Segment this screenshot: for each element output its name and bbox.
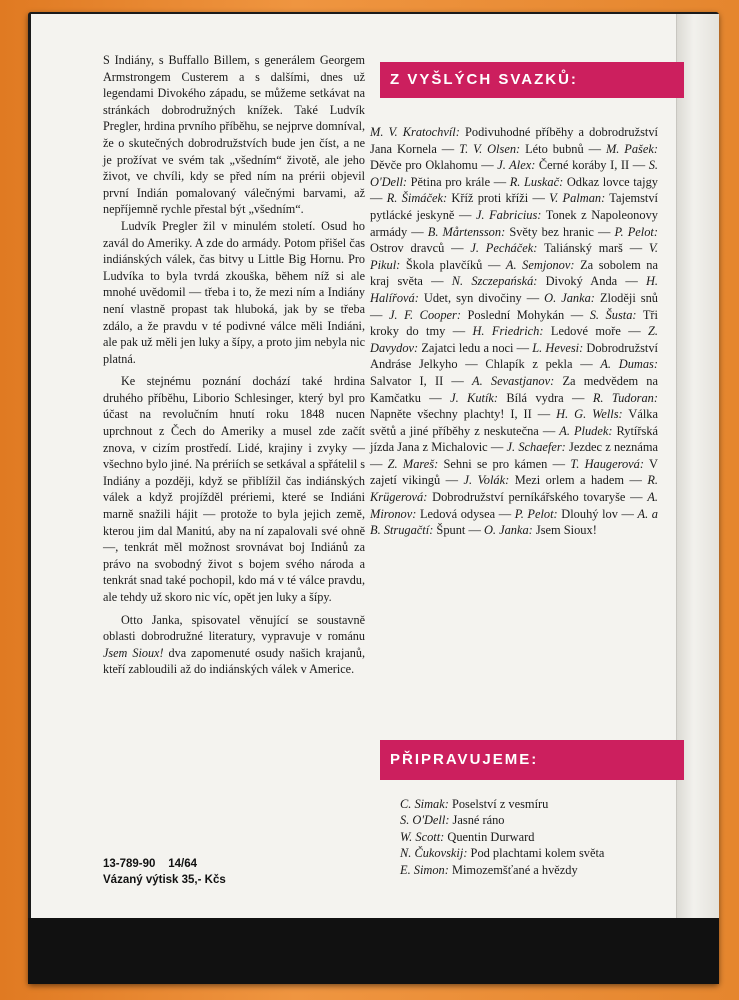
published-title: Rytířská jízda Jana z Michalovic — <box>370 423 659 455</box>
upcoming-title: Jasné ráno <box>449 813 505 828</box>
published-title: Děvče pro Oklahomu — <box>370 158 498 173</box>
upcoming-item <box>400 829 670 845</box>
published-author: J. Volák: <box>463 473 510 488</box>
published-author: L. Hevesi: <box>532 340 584 355</box>
upcoming-item <box>400 812 670 828</box>
published-title: Špunt — <box>433 523 484 538</box>
published-title: Tajemství pytlácké jeskyně — <box>370 191 658 222</box>
price-codes <box>103 856 226 888</box>
book-spine <box>676 14 719 919</box>
published-title: Zloději snů — <box>370 290 659 322</box>
published-author: H. Friedrich: <box>472 324 544 339</box>
published-title: Odkaz lovce tajgy — <box>370 174 658 206</box>
upcoming-title: Pod plachtami kolem světa <box>467 846 605 861</box>
published-author: P. Pelot: <box>614 224 658 239</box>
published-author: A. Semjonov: <box>505 257 575 272</box>
price-label: Vázaný výtisk 35,- Kčs <box>103 874 226 886</box>
published-title: Dlouhý lov — <box>557 506 638 521</box>
published-title: Zajatci ledu a noci — <box>418 340 533 355</box>
published-title: Ledová odysea — <box>416 506 515 521</box>
upcoming-banner: PŘIPRAVUJEME: <box>380 740 684 780</box>
published-title: Za sobolem na kraj světa — <box>370 257 659 289</box>
published-author: T. V. Olsen: <box>459 141 521 156</box>
published-author: R. Tudoran: <box>592 390 658 405</box>
published-title: Sehni se pro kámen — <box>438 456 571 471</box>
blurb-p4-text: Otto Janka, spisovatel věnující se soustavně oblasti dobrodružné literatury, vypravuje v románu <box>103 612 365 644</box>
published-author: V. Palman: <box>549 191 606 206</box>
published-author: A. Sevastjanov: <box>472 373 555 388</box>
published-title: Tonek z Napoleonovy armády — <box>370 207 658 239</box>
published-title: Taliánský marš — <box>537 241 649 256</box>
published-title: Škola plavčíků — <box>400 257 506 272</box>
published-author: S. Šusta: <box>589 307 637 322</box>
published-title: Jezdec z neznáma — <box>370 440 659 471</box>
blurb-paragraph-1: S Indiány, s Buffallo Billem, s generálem Georgem Armstrongem Custerem a s dalšími, dnes už legendami Divokého západu, se můžeme setkávat na stránkách dobrodružných knížek. Také Ludvík Pregler, hrdina prvního příběhu, se nejprve domníval, že o skutečných dobrodružstvích bude jen číst, a ne je prožívat ve svém tak „všedním“ životě, ale jeho život, ve chvíli, kdy se před ním na prérii objevil první Indián pomalovaný válečnými barvami, až nepříjemně rychle přestal být „všedním“. <box>103 53 365 217</box>
catalog-code: 13-789-90 14/64 <box>103 858 197 870</box>
blurb-paragraph-3: Ke stejnému poznání dochází také hrdina druhého příběhu, Liborio Schlesinger, který byl pro účast na revolučním hnutí roku 1848 nucen uprchnout z Čech do Ameriky a musel zde začít znova, v cizím prostředí. Lidé, krajiny i zvyky — všechno bylo jiné. Na prériích se setkával a spřátelil s Indiány a později, když se přiblížil čas indiánských válek a když projížděl prériemi, které se Indiáni marně snažili hájit — protože to byla jejich země, kterou jim dal Manitú, aby na ní zapalovali své ohně —, tenkrát měl možnost srovnávat boj Indiánů za právo na svobodný život s bojem svého národa a tenkrát snad také pochopil, kdo má v té válce pravdu, ale tehdy už skoro nic víc, opět jen luky a šípy. <box>103 374 365 604</box>
published-author: M. V. Kratochvíl: <box>370 125 460 139</box>
published-title: Divoký Anda — <box>537 274 646 289</box>
published-title: Poslední Mohykán — <box>460 307 590 322</box>
blurb-paragraph-2: Ludvík Pregler žil v minulém století. Osud ho zavál do Ameriky. A zde do armády. Potom přišel čas indiánských válek, čas bitvy u Little Big Hornu. Pro Ludvíka to byla tvrdá zkouška, během níž si ale mnohé uvědomil — třeba i to, že mezi ním a Indiány není vlastně propast tak hluboká, jak by se třeba zdálo, a že pravdu v té podivné válce měli Indiáni, ale pak už měli jen luky a šípy, a proto jim nebyla nic platná. <box>103 218 365 366</box>
published-author: H. G. Wells: <box>556 407 623 422</box>
published-title: Bílá vydra — <box>498 390 593 405</box>
published-author: T. Haugerová: <box>570 456 645 471</box>
published-author: J. Schaefer: <box>506 440 566 455</box>
published-author: J. Alex: <box>497 158 536 173</box>
published-title: Léto bubnů — <box>520 141 606 156</box>
published-list <box>370 124 658 539</box>
upcoming-author: C. Simak: <box>400 797 449 811</box>
published-author: J. Pecháček: <box>470 241 538 256</box>
upcoming-title: Quentin Durward <box>444 829 535 844</box>
upcoming-item <box>400 796 670 812</box>
upcoming-title: Mimozemšťané a hvězdy <box>448 862 578 877</box>
upcoming-title: Poselství z vesmíru <box>448 797 549 811</box>
published-title: Dobrodružství perníkářského tovaryše — <box>427 490 648 505</box>
published-author: J. Fabricius: <box>475 207 542 222</box>
published-author: R. Šimáček: <box>386 191 448 206</box>
published-title: Podivuhodné příběhy a dobrodružství Jana Kornela — <box>370 125 658 156</box>
published-title: Jsem Sioux! <box>532 523 597 538</box>
published-author: A. a B. Strugačtí: <box>370 506 658 538</box>
published-title: Udet, syn divočiny — <box>418 290 545 305</box>
published-author: O. Janka: <box>544 290 595 305</box>
published-author: P. Pelot: <box>514 506 558 521</box>
upcoming-item <box>400 845 670 861</box>
published-author: S. O'Dell: <box>370 158 659 189</box>
published-author: J. F. Cooper: <box>388 307 461 322</box>
published-author: B. Mårtensson: <box>427 224 506 239</box>
upcoming-list <box>400 796 670 878</box>
published-author: A. Pludek: <box>559 423 613 438</box>
upcoming-item <box>400 862 670 878</box>
published-author: O. Janka: <box>483 523 533 538</box>
upcoming-author: W. Scott: <box>400 829 445 844</box>
blurb-paragraph-4 <box>103 612 365 678</box>
published-author: N. Szczepańská: <box>451 274 538 289</box>
published-title: Dobrodružství Andráse Jelkyho — Chlapík z pekla — <box>370 340 658 372</box>
published-title: Napněte všechny plachty! I, II — <box>370 407 557 422</box>
blurb-book-title: Jsem Sioux! <box>103 645 164 660</box>
published-author: R. Luskač: <box>509 174 564 189</box>
published-title: Ostrov dravců — <box>370 241 471 256</box>
published-author: R. Krügerová: <box>370 473 659 505</box>
published-title: Mezi orlem a hadem — <box>509 473 648 488</box>
published-author: A. Mironov: <box>370 490 658 521</box>
published-banner: Z VYŠLÝCH SVAZKŮ: <box>380 62 684 98</box>
cover-bottom-band <box>28 918 719 984</box>
blurb-column <box>103 52 365 678</box>
published-title: Válka světů a jiné příběhy z neskutečna — <box>370 407 658 438</box>
published-author: J. Kutík: <box>450 390 499 405</box>
published-author: A. Dumas: <box>600 357 658 372</box>
blurb-p4-text-end: dva zapomenuté osudy našich krajanů, kteří zabloudili až do indiánských válek v Americe. <box>103 645 365 677</box>
published-title: Pětina pro krále — <box>407 174 510 189</box>
upcoming-author: S. O'Dell: <box>400 813 450 828</box>
published-title: Kříž proti kříži — <box>447 191 550 206</box>
published-author: H. Halířová: <box>370 274 658 305</box>
published-title: Světy bez hranic — <box>505 224 615 239</box>
published-title: Černé koráby I, II — <box>535 158 649 173</box>
published-author: Z. Davydov: <box>370 324 658 355</box>
published-title: Salvator I, II — <box>370 373 473 388</box>
published-author: V. Pikul: <box>370 241 658 272</box>
published-title: V zajetí vikingů — <box>370 456 658 488</box>
published-title: Za medvědem na Kamčatku — <box>370 373 659 405</box>
published-title: Ledové moře — <box>543 324 648 339</box>
upcoming-author: N. Čukovskij: <box>400 846 468 861</box>
published-title: Tři kroky do tmy — <box>370 307 658 339</box>
published-author: M. Pašek: <box>605 141 658 156</box>
upcoming-author: E. Simon: <box>400 862 449 877</box>
published-author: Z. Mareš: <box>387 456 439 471</box>
